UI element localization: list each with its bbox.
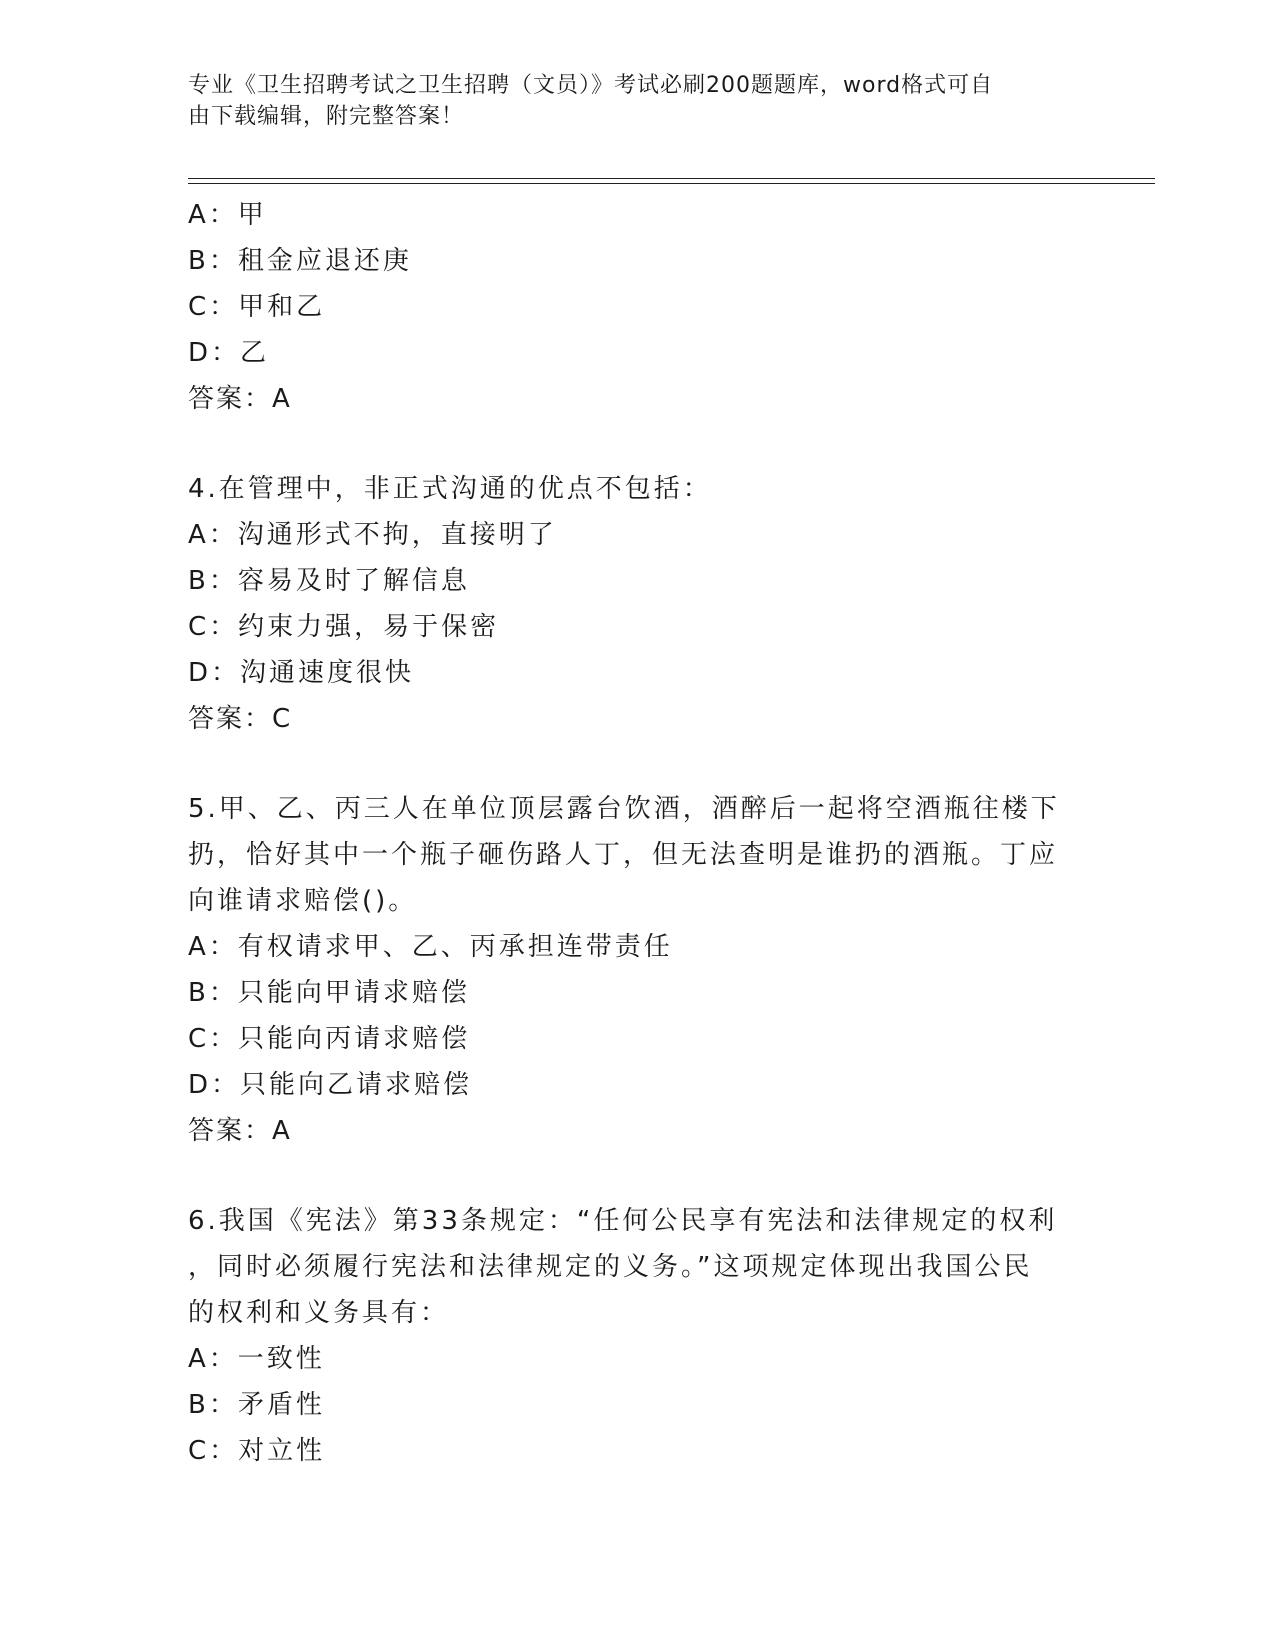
question-6 <box>188 1198 1088 1474</box>
option-a: A：有权请求甲、乙、丙承担连带责任 <box>188 932 673 962</box>
question-6-text-line-3: 的权利和义务具有： <box>188 1298 450 1328</box>
question-5-text-line-3: 向谁请求赔偿()。 <box>188 886 418 916</box>
question-5-text-line-2: 扔，恰好其中一个瓶子砸伤路人丁，但无法查明是谁扔的酒瓶。丁应 <box>188 840 1059 870</box>
header-divider-top <box>188 178 1155 179</box>
option-a: A：甲 <box>188 200 267 230</box>
option-a: A：一致性 <box>188 1344 325 1374</box>
question-4-text: 4.在管理中，非正式沟通的优点不包括： <box>188 474 712 504</box>
spacer <box>188 1154 1088 1198</box>
question-4-answer: 答案：C <box>188 704 293 734</box>
option-b: B：租金应退还庚 <box>188 246 412 276</box>
option-c: C：甲和乙 <box>188 292 326 322</box>
question-5 <box>188 786 1088 1154</box>
question-6-text-line-2: ，同时必须履行宪法和法律规定的义务。”这项规定体现出我国公民 <box>188 1252 1033 1282</box>
option-d: D：沟通速度很快 <box>188 658 415 688</box>
document-header <box>188 70 1068 132</box>
question-list <box>188 192 1088 1474</box>
spacer <box>188 742 1088 786</box>
option-b: B：矛盾性 <box>188 1390 325 1420</box>
option-a: A：沟通形式不拘，直接明了 <box>188 520 557 550</box>
question-6-text-line-1: 6.我国《宪法》第33条规定：“任何公民享有宪法和法律规定的权利 <box>188 1206 1058 1236</box>
option-d: D：乙 <box>188 338 270 368</box>
question-4 <box>188 466 1088 742</box>
question-3-answer: 答案：A <box>188 384 292 414</box>
spacer <box>188 422 1088 466</box>
header-title-line-1: 专业《卫生招聘考试之卫生招聘（文员）》考试必刷200题题库，word格式可自 <box>188 73 994 98</box>
question-3-options <box>188 192 1088 422</box>
option-b: B：容易及时了解信息 <box>188 566 470 596</box>
option-c: C：约束力强，易于保密 <box>188 612 500 642</box>
header-divider-bottom <box>188 183 1155 184</box>
option-c: C：只能向丙请求赔偿 <box>188 1024 471 1054</box>
option-c: C：对立性 <box>188 1436 326 1466</box>
question-5-answer: 答案：A <box>188 1116 292 1146</box>
question-5-text-line-1: 5.甲、乙、丙三人在单位顶层露台饮酒，酒醉后一起将空酒瓶往楼下 <box>188 794 1060 824</box>
option-d: D：只能向乙请求赔偿 <box>188 1070 473 1100</box>
header-title-line-2: 由下载编辑，附完整答案！ <box>188 104 465 129</box>
option-b: B：只能向甲请求赔偿 <box>188 978 470 1008</box>
